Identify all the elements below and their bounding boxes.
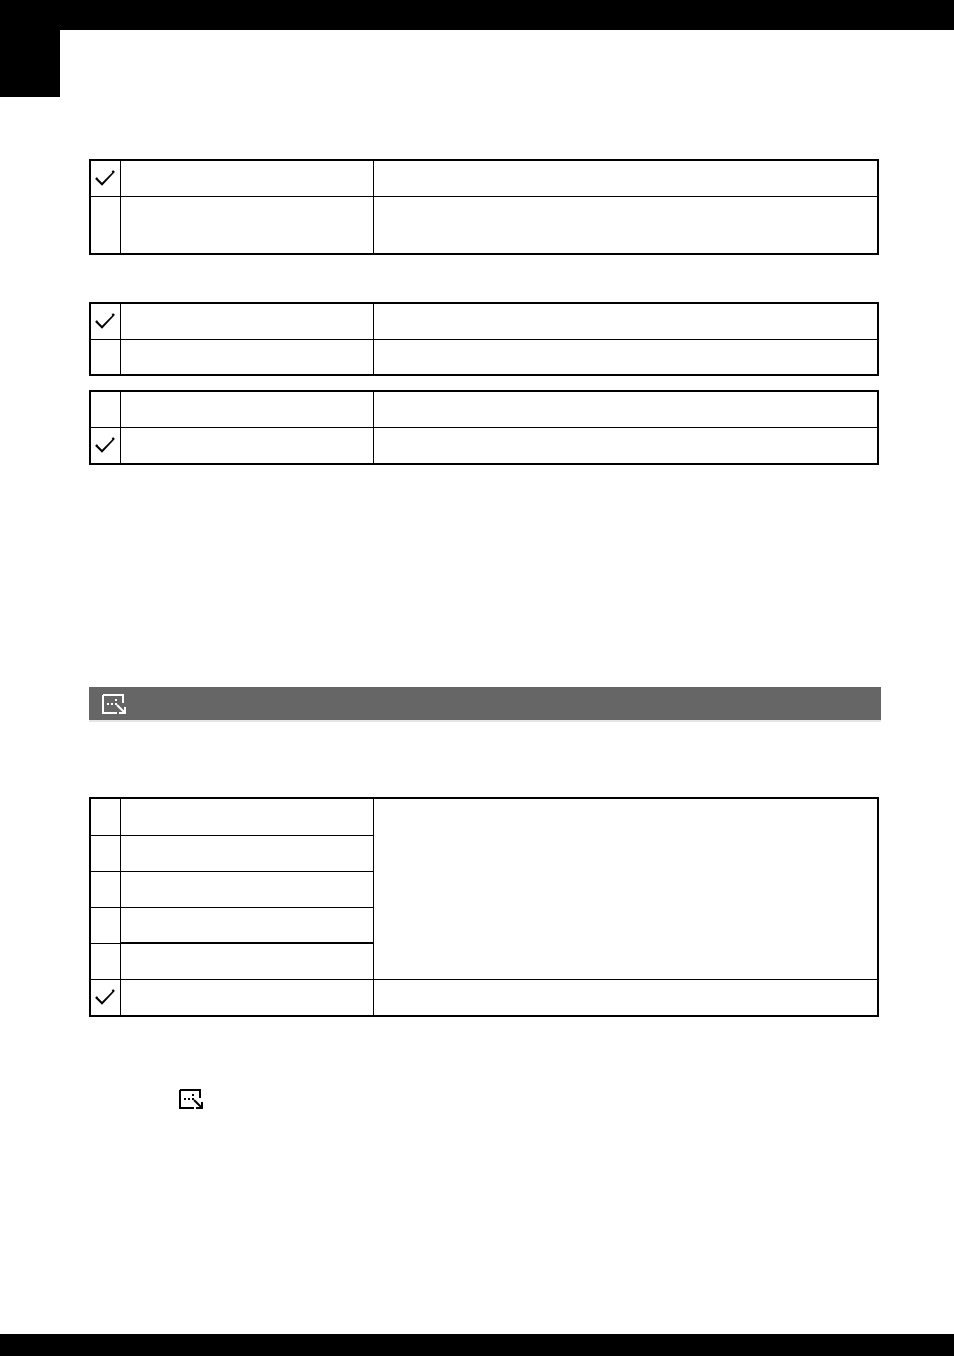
selection-cell [90, 835, 120, 871]
option-name [120, 303, 373, 339]
option-name [120, 835, 373, 871]
option-description [373, 160, 878, 196]
selection-cell [90, 798, 120, 835]
option-description [373, 339, 878, 375]
selection-cell [90, 160, 120, 196]
section-header-bar [89, 687, 881, 722]
table-row[interactable] [90, 339, 878, 375]
option-name [120, 979, 373, 1016]
table-row[interactable] [90, 979, 878, 1016]
option-table-1 [89, 159, 879, 255]
check-icon [94, 167, 116, 189]
frame-arrow-icon [101, 693, 129, 715]
frame-arrow-icon [178, 1088, 206, 1110]
selection-cell [90, 196, 120, 254]
table-row[interactable] [90, 798, 878, 835]
selection-cell [90, 391, 120, 427]
option-name [120, 943, 373, 979]
option-name [120, 871, 373, 907]
option-name [120, 391, 373, 427]
option-description [373, 427, 878, 464]
option-name [120, 907, 373, 943]
page-top-bar [0, 0, 954, 30]
option-table-3 [89, 390, 879, 465]
table-row[interactable] [90, 427, 878, 464]
selection-cell [90, 427, 120, 464]
selection-cell [90, 303, 120, 339]
table-row[interactable] [90, 303, 878, 339]
option-name [120, 196, 373, 254]
selection-cell [90, 871, 120, 907]
option-description [373, 798, 878, 979]
table-row[interactable] [90, 196, 878, 254]
option-description [373, 196, 878, 254]
selection-cell [90, 943, 120, 979]
option-description [373, 391, 878, 427]
selection-cell [90, 339, 120, 375]
option-table-4 [89, 797, 879, 1017]
table-row[interactable] [90, 391, 878, 427]
check-icon [94, 986, 116, 1008]
selection-cell [90, 979, 120, 1016]
check-icon [94, 434, 116, 456]
option-description [373, 303, 878, 339]
table-row[interactable] [90, 160, 878, 196]
option-table-2 [89, 302, 879, 376]
option-name [120, 160, 373, 196]
selection-cell [90, 907, 120, 943]
option-name [120, 427, 373, 464]
page-corner-tab [0, 0, 60, 97]
option-name [120, 798, 373, 835]
page-bottom-bar [0, 1334, 954, 1356]
option-description [373, 979, 878, 1016]
option-name [120, 339, 373, 375]
check-icon [94, 310, 116, 332]
